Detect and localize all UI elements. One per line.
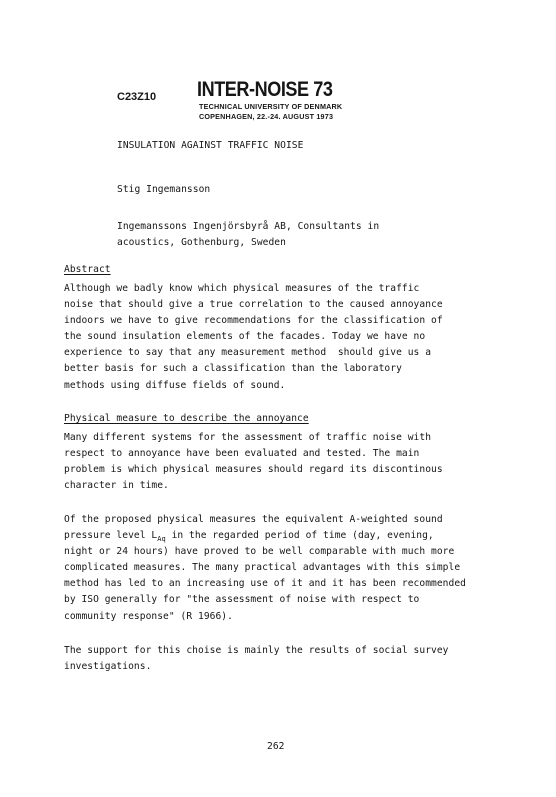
conference-venue: TECHNICAL UNIVERSITY OF DENMARK: [199, 102, 343, 111]
text-line: noise that should give a true correlation to the caused annoyance: [64, 299, 443, 311]
conference-id: C23Z10: [117, 91, 157, 103]
section1-paragraph-3: [64, 643, 534, 675]
section1-paragraph-2: [64, 512, 534, 625]
text-line: experience to say that any measurement method should give us a: [64, 347, 432, 359]
conference-name: INTER-NOISE 73: [197, 78, 333, 101]
abstract-text: [64, 281, 534, 394]
text-fragment: in the regarded period of time (day, evening,: [165, 530, 434, 542]
text-line: investigations.: [64, 661, 152, 673]
text-line: complicated measures. The many practical advantages with this simple: [64, 562, 461, 574]
text-line: better basis for such a classification than the laboratory: [64, 363, 402, 375]
affiliation-line-2: acoustics, Gothenburg, Sweden: [117, 237, 286, 248]
text-line: problem is which physical measures should regard its discontinous: [64, 464, 443, 476]
text-line: character in time.: [64, 480, 169, 492]
section-heading: Physical measure to describe the annoyance: [64, 413, 309, 424]
text-line: indoors we have to give recommendations for the classification of: [64, 315, 443, 327]
affiliation-line-1: Ingemanssons Ingenjörsbyrå AB, Consultants in: [117, 221, 380, 232]
text-line: the sound insulation elements of the facades. Today we have no: [64, 331, 426, 343]
text-line-with-subscript: [64, 528, 534, 544]
abstract-heading: Abstract: [64, 264, 111, 275]
text-line: respect to annoyance have been evaluated and tested. The main: [64, 448, 420, 460]
page-number: 262: [267, 741, 285, 752]
text-line: community response" (R 1966).: [64, 610, 233, 622]
text-line: methods using diffuse fields of sound.: [64, 379, 286, 391]
text-line: by ISO generally for "the assessment of noise with respect to: [64, 594, 420, 606]
conference-location-date: COPENHAGEN, 22.-24. AUGUST 1973: [199, 112, 334, 121]
paper-author: Stig Ingemansson: [117, 184, 211, 195]
subscript: Aq: [157, 535, 166, 544]
text-line: The support for this choise is mainly the results of social survey: [64, 645, 449, 656]
text-fragment: pressure level L: [64, 530, 158, 542]
text-line: night or 24 hours) have proved to be well comparable with much more: [64, 546, 455, 558]
text-line: Of the proposed physical measures the equivalent A-weighted sound: [64, 514, 443, 525]
section1-paragraph-1: [64, 430, 534, 494]
paper-title: INSULATION AGAINST TRAFFIC NOISE: [117, 140, 304, 151]
text-line: Many different systems for the assessment of traffic noise with: [64, 432, 432, 443]
text-line: method has led to an increasing use of it and it has been recommended: [64, 578, 466, 590]
text-line: Although we badly know which physical measures of the traffic: [64, 283, 420, 294]
